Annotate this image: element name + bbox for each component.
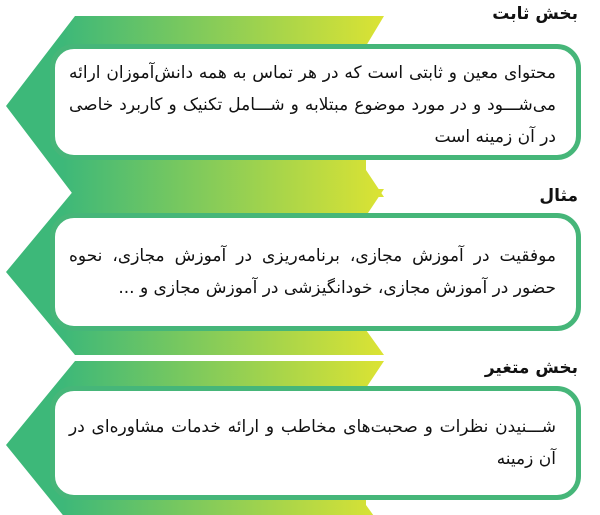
section-title-variable: بخش متغیر <box>484 358 578 378</box>
section-box-example <box>50 213 581 331</box>
section-text-example: موفقیت در آموزش مجازی، برنامه‌ریزی در آموزش مجازی، نحوه حضور در آموزش مجازی، خودانگیزشی در آموزش مجازی و ... <box>69 246 556 298</box>
section-box-variable <box>50 386 581 500</box>
section-text-fixed: محتوای معین و ثابتی است که در هر تماس به همه دانش‌آموزان ارائه می‌شـــود و در مورد موضوع مبتلابه و شـــامل تکنیک و کاربرد خاصی در آن زمینه است <box>69 63 556 147</box>
section-box-fixed <box>50 44 581 160</box>
section-title-example: مثال <box>539 186 578 206</box>
section-title-fixed: بخش ثابت <box>492 4 578 24</box>
section-text-variable: شـــنیدن نظرات و صحبت‌های مخاطب و ارائه خدمات مشاوره‌ای در آن زمینه <box>69 417 556 469</box>
